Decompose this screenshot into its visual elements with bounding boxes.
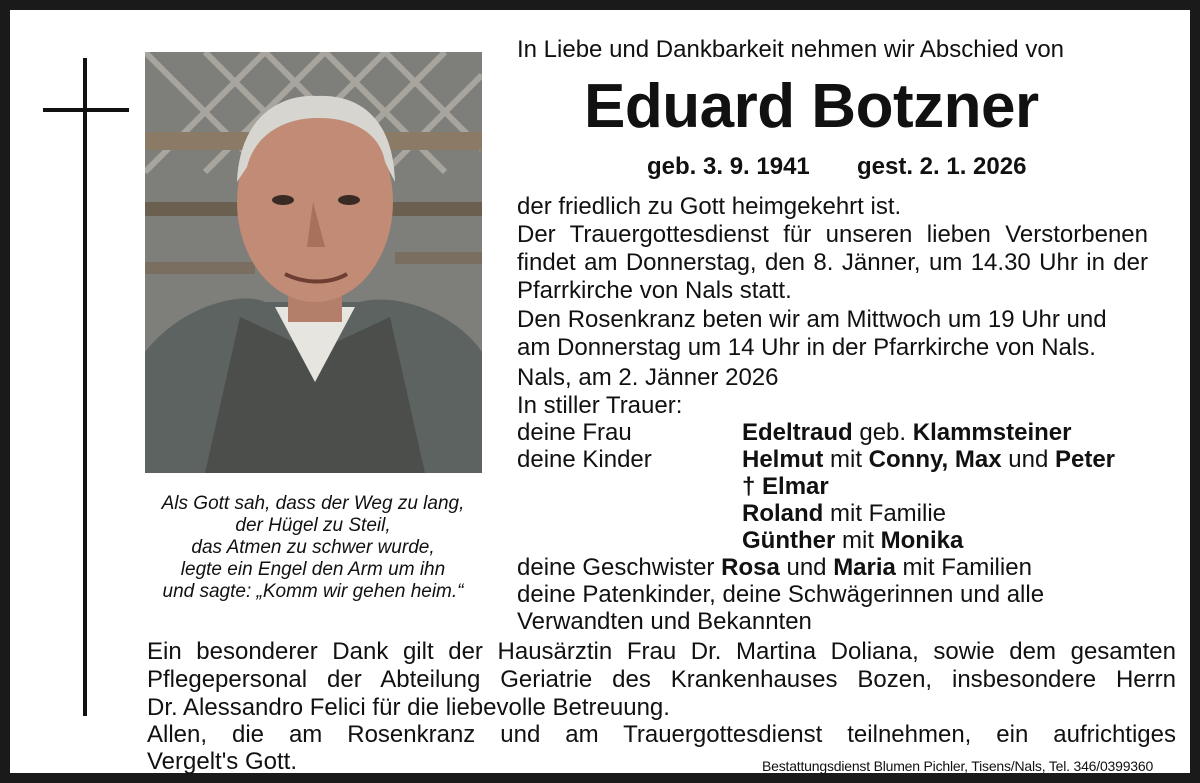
poem-line: Als Gott sah, dass der Weg zu lang, (161, 493, 465, 514)
service-line: Der Trauergottesdienst für unseren lieben Verstorbenen (517, 221, 1148, 248)
deceased-name: Eduard Botzner (584, 72, 1039, 141)
child-entry (742, 500, 946, 528)
thanks-line: Dr. Alessandro Felici für die liebevolle Betreuung. (147, 694, 670, 721)
name-text: mit (823, 446, 869, 473)
portrait-photo (145, 52, 482, 473)
mourning-heading: In stiller Trauer: (517, 392, 683, 419)
relation-label: deine Kinder (517, 446, 652, 473)
others-line: Verwandten und Bekannten (517, 608, 812, 635)
name-bold: Monika (880, 527, 964, 554)
name-bold: Edeltraud (742, 419, 853, 446)
name-bold: Klammsteiner (912, 419, 1072, 446)
name-bold: Conny, Max (868, 446, 1002, 473)
poem-line: und sagte: „Komm wir gehen heim.“ (162, 581, 464, 602)
siblings-line (517, 554, 1032, 582)
name-text: geb. (852, 419, 913, 446)
birth-date: geb. 3. 9. 1941 (647, 153, 810, 180)
thanks-line: Ein besonderer Dank gilt der Hausärztin Frau Dr. Martina Doliana, sowie dem gesamten (147, 638, 1176, 665)
name-bold: Maria (833, 554, 896, 581)
child-entry (742, 446, 1115, 474)
cross-icon (83, 58, 87, 716)
name-bold: Rosa (721, 554, 780, 581)
thanks-line: Allen, die am Rosenkranz und am Trauergottesdienst teilnehmen, ein aufrichtiges (147, 721, 1176, 748)
funeral-service-footer: Bestattungsdienst Blumen Pichler, Tisens/Nals, Tel. 346/0399360 (762, 758, 1154, 774)
name-text: mit (835, 527, 881, 554)
service-line: findet am Donnerstag, den 8. Jänner, um 14.30 Uhr in der (517, 249, 1148, 276)
godchildren-line: deine Patenkinder, deine Schwägerinnen und alle (517, 581, 1045, 608)
service-line: Pfarrkirche von Nals statt. (517, 277, 792, 304)
rosary-line: Den Rosenkranz beten wir am Mittwoch um 19 Uhr und (517, 306, 1107, 333)
relation-label: deine Frau (517, 419, 632, 446)
child-entry: † Elmar (742, 473, 829, 500)
relation-label: deine Geschwister (517, 554, 715, 581)
poem-line: der Hügel zu Steil, (235, 515, 391, 536)
name-bold: Peter (1054, 446, 1116, 473)
intro-line: In Liebe und Dankbarkeit nehmen wir Abschied von (517, 36, 1065, 63)
name-bold: Günther (742, 527, 836, 554)
poem (130, 493, 496, 603)
poem-line: das Atmen zu schwer wurde, (191, 537, 435, 558)
wife-name (742, 419, 1071, 447)
name-text: mit Familien (895, 554, 1032, 581)
poem-line: legte ein Engel den Arm um ihn (180, 559, 446, 580)
name-text: und (1001, 446, 1055, 473)
thanks-line: Pflegepersonal der Abteilung Geriatrie des Krankenhauses Bozen, insbesondere Herrn (147, 666, 1176, 693)
thanks-line: Vergelt's Gott. (147, 748, 297, 775)
cross-icon-bar (43, 108, 129, 112)
death-date: gest. 2. 1. 2026 (857, 153, 1027, 180)
child-entry (742, 527, 963, 555)
name-bold: Roland (742, 500, 824, 527)
name-text: mit Familie (823, 500, 946, 527)
rosary-line: am Donnerstag um 14 Uhr in der Pfarrkirche von Nals. (517, 334, 1096, 361)
text-line: der friedlich zu Gott heimgekehrt ist. (517, 193, 902, 220)
place-date: Nals, am 2. Jänner 2026 (517, 364, 779, 391)
name-text: und (779, 554, 834, 581)
name-bold: Helmut (742, 446, 824, 473)
